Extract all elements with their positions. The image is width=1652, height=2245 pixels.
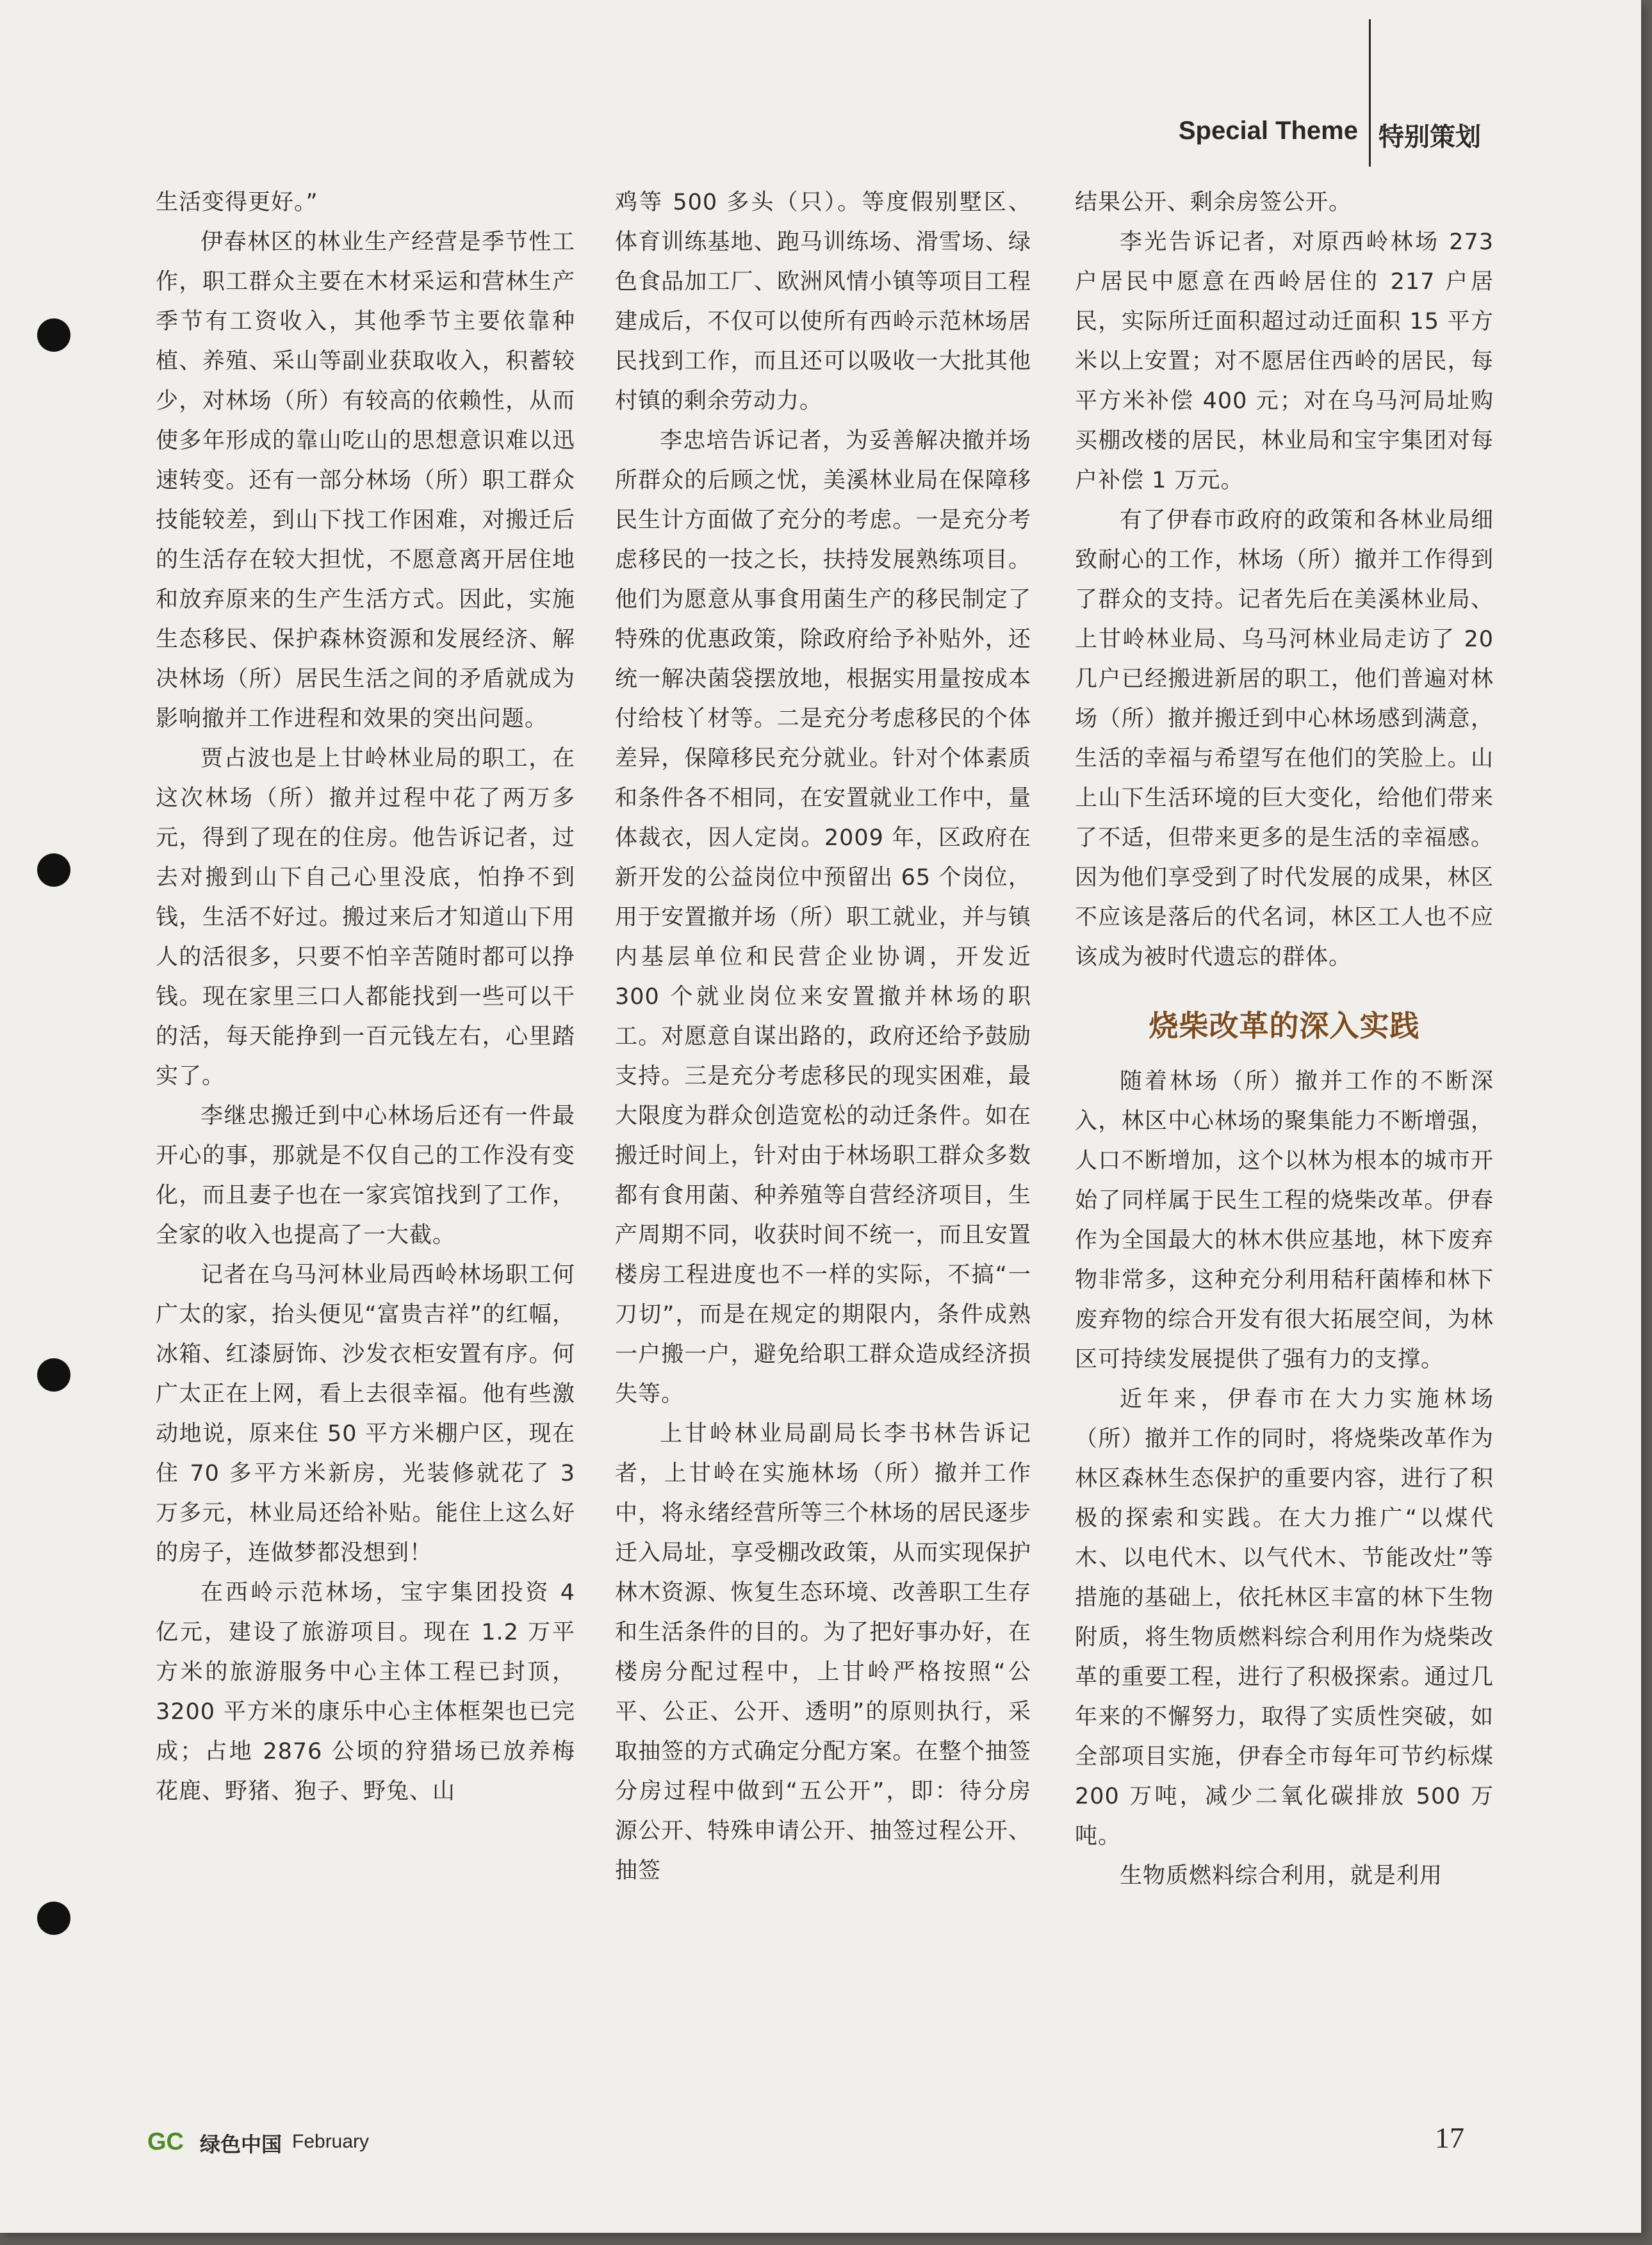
section-label-zh: 特别策划 <box>1378 122 1481 152</box>
issue-month: February <box>292 2131 370 2152</box>
text-column-1 <box>156 183 575 2079</box>
magazine-logo: GC <box>147 2128 184 2155</box>
section-label-en: Special Theme <box>1178 117 1358 145</box>
paragraph: 有了伊春市政府的政策和各林业局细致耐心的工作，林场（所）撤并工作得到了群众的支持。记者先后在美溪林业局、上甘岭林业局、乌马河林业局走访了 20 几户已经搬进新居的职工，他们普遍对林场（所）撤并搬迁到中心林场感到满意，生活的幸福与希望写在他们的笑脸上。山上山下生活环境的巨大变化，给他们带来了不适，但带来更多的是生活的幸福感。因为他们享受到了时代发展的成果，林区不应该是落后的代名词，林区工人也不应该成为被时代遗忘的群体。 <box>1075 507 1494 970</box>
paragraph: 李忠培告诉记者，为妥善解决撤并场所群众的后顾之忧，美溪林业局在保障移民生计方面做了充分的考虑。一是充分考虑移民的一技之长，扶持发展熟练项目。他们为愿意从事食用菌生产的移民制定了特殊的优惠政策，除政府给予补贴外，还统一解决菌袋摆放地，根据实用量按成本付给枝丫材等。二是充分考虑移民的个体差异，保障移民充分就业。针对个体素质和条件各不相同，在安置就业工作中，量体裁衣，因人定岗。2009 年，区政府在新开发的公益岗位中预留出 65 个岗位，用于安置撤并场（所）职工就业，并与镇内基层单位和民营企业协调，开发近 300 个就业岗位来安置撤并林场的职工。对愿意自谋出路的，政府还给予鼓励支持。三是充分考虑移民的现实困难，最大限度为群众创造宽松的动迁条件。如在搬迁时间上，针对由于林场职工群众多数都有食用菌、种养殖等自营经济项目，生产周期不同，收获时间不统一，而且安置楼房工程进度也不一样的实际，不搞“一刀切”，而是在规定的期限内，条件成熟一户搬一户，避免给职工群众造成经济损失等。 <box>615 428 1031 1407</box>
magazine-title: 绿色中国 <box>200 2132 282 2157</box>
header-divider <box>1369 19 1371 167</box>
paragraph: 李光告诉记者，对原西岭林场 273 户居民中愿意在西岭居住的 217 户居民，实际所迁面积超过动迁面积 15 平方米以上安置；对不愿居住西岭的居民，每平方米补偿 400 元；对在乌马河局址购买棚改楼的居民，林业局和宝宇集团对每户补偿 1 万元。 <box>1075 229 1494 493</box>
paragraph: 李继忠搬迁到中心林场后还有一件最开心的事，那就是不仅自己的工作没有变化，而且妻子也在一家宾馆找到了工作，全家的收入也提高了一大截。 <box>156 1103 575 1248</box>
paragraph: 随着林场（所）撤并工作的不断深入，林区中心林场的聚集能力不断增强，人口不断增加，这个以林为根本的城市开始了同样属于民生工程的烧柴改革。伊春作为全国最大的林木供应基地，林下废弃物非常多，这种充分利用秸秆菌棒和林下废弃物的综合开发有很大拓展空间，为林区可持续发展提供了强有力的支撑。 <box>1075 1069 1494 1372</box>
binder-hole <box>37 1358 70 1392</box>
paragraph: 近年来，伊春市在大力实施林场（所）撤并工作的同时，将烧柴改革作为林区森林生态保护的重要内容，进行了积极的探索和实践。在大力推广“以煤代木、以电代木、以气代木、节能改灶”等措施的基础上，依托林区丰富的林下生物附质，将生物质燃料综合利用作为烧柴改革的重要工程，进行了积极探索。通过几年来的不懈努力，取得了实质性突破，如全部项目实施，伊春全市每年可节约标煤 200 万吨，减少二氧化碳排放 500 万吨。 <box>1075 1386 1494 1849</box>
paragraph: 生活变得更好。” <box>156 190 318 215</box>
paragraph: 伊春林区的林业生产经营是季节性工作，职工群众主要在木材采运和营林生产季节有工资收入，其他季节主要依靠种植、养殖、采山等副业获取收入，积蓄较少，对林场（所）有较高的依赖性，从而使多年形成的靠山吃山的思想意识难以迅速转变。还有一部分林场（所）职工群众技能较差，到山下找工作困难，对搬迁后的生活存在较大担忧，不愿意离开居住地和放弃原来的生产生活方式。因此，实施生态移民、保护森林资源和发展经济、解决林场（所）居民生活之间的矛盾就成为影响撤并工作进程和效果的突出问题。 <box>156 229 575 732</box>
section-heading: 烧柴改革的深入实践 <box>1149 1008 1420 1043</box>
paragraph: 记者在乌马河林业局西岭林场职工何广太的家，抬头便见“富贵吉祥”的红幅，冰箱、红漆厨饰、沙发衣柜安置有序。何广太正在上网，看上去很幸福。他有些激动地说，原来住 50 平方米棚户区，现在住 70 多平方米新房，光装修就花了 3 万多元，林业局还给补贴。能住上这么好的房子，连做梦都没想到！ <box>156 1262 575 1566</box>
paragraph: 结果公开、剩余房签公开。 <box>1075 190 1352 215</box>
paragraph: 生物质燃料综合利用，就是利用 <box>1120 1863 1443 1889</box>
paragraph: 鸡等 500 多头（只）。等度假别墅区、体育训练基地、跑马训练场、滑雪场、绿色食品加工厂、欧洲风情小镇等项目工程建成后，不仅可以使所有西岭示范林场居民找到工作，而且还可以吸收一大批其他村镇的剩余劳动力。 <box>615 190 1031 414</box>
text-column-3 <box>1075 183 1494 2079</box>
paragraph: 在西岭示范林场，宝宇集团投资 4 亿元，建设了旅游项目。现在 1.2 万平方米的旅游服务中心主体工程已封顶，3200 平方米的康乐中心主体框架也已完成；占地 2876 公顷的狩猎场已放养梅花鹿、野猪、狍子、野兔、山 <box>156 1580 575 1804</box>
text-column-2 <box>615 183 1031 2079</box>
page-number: 17 <box>1435 2121 1464 2154</box>
binder-hole <box>37 318 70 352</box>
paragraph: 上甘岭林业局副局长李书林告诉记者，上甘岭在实施林场（所）撤并工作中，将永绪经营所等三个林场的居民逐步迁入局址，享受棚改政策，从而实现保护林木资源、恢复生态环境、改善职工生存和生活条件的目的。为了把好事办好，在楼房分配过程中，上甘岭严格按照“公平、公正、公开、透明”的原则执行，采取抽签的方式确定分配方案。在整个抽签分房过程中做到“五公开”，即：待分房源公开、特殊申请公开、抽签过程公开、抽签 <box>615 1421 1031 1884</box>
paragraph: 贾占波也是上甘岭林业局的职工，在这次林场（所）撤并过程中花了两万多元，得到了现在的住房。他告诉记者，过去对搬到山下自己心里没底，怕挣不到钱，生活不好过。搬过来后才知道山下用人的活很多，只要不怕辛苦随时都可以挣钱。现在家里三口人都能找到一些可以干的活，每天能挣到一百元钱左右，心里踏实了。 <box>156 746 575 1089</box>
binder-hole <box>37 1902 70 1935</box>
binder-hole <box>37 853 70 887</box>
